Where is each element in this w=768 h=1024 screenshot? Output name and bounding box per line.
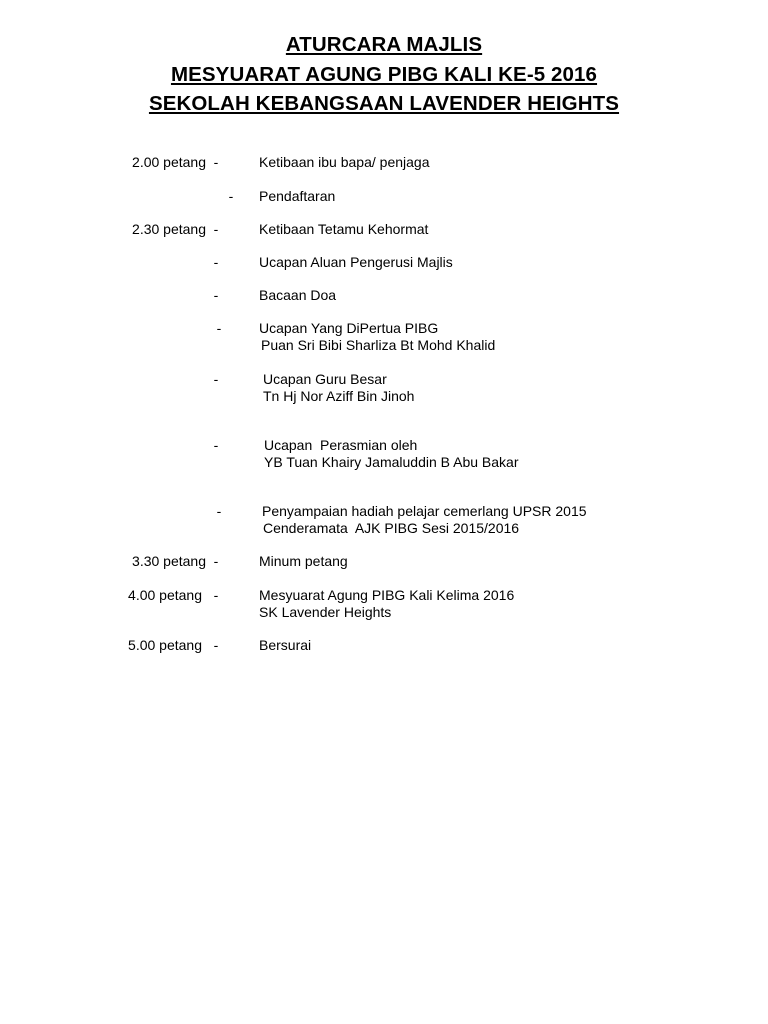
schedule-item-line: YB Tuan Khairy Jamaluddin B Abu Bakar	[264, 454, 519, 470]
schedule-time: 3.30 petang	[132, 553, 206, 569]
schedule-item	[259, 221, 428, 238]
schedule-item-line: Ketibaan ibu bapa/ penjaga	[259, 154, 430, 170]
header-title-line-2: MESYUARAT AGUNG PIBG KALI KE-5 2016	[170, 62, 598, 86]
schedule-item-line: Minum petang	[259, 553, 348, 569]
schedule-item-line: Penyampaian hadiah pelajar cemerlang UPSR 2015	[262, 503, 587, 519]
schedule-item-line: Mesyuarat Agung PIBG Kali Kelima 2016	[259, 587, 515, 603]
schedule-item-line: Tn Hj Nor Aziff Bin Jinoh	[263, 388, 415, 404]
schedule-item-line: Bersurai	[259, 637, 312, 653]
schedule-dash: -	[213, 637, 219, 653]
schedule-item	[259, 287, 336, 304]
schedule-time: 2.00 petang	[132, 154, 206, 170]
schedule-item-line: Ucapan Guru Besar	[263, 371, 387, 387]
schedule-item-line: Cenderamata AJK PIBG Sesi 2015/2016	[263, 520, 520, 536]
schedule-item	[259, 188, 335, 205]
schedule-item-line: Pendaftaran	[259, 188, 336, 204]
schedule-item-line: Ucapan Yang DiPertua PIBG	[259, 320, 439, 336]
schedule-dash: -	[213, 287, 219, 303]
schedule-item-line: Ucapan Perasmian oleh	[264, 437, 418, 453]
schedule-item	[259, 553, 348, 570]
header-title-line-1: ATURCARA MAJLIS	[285, 33, 483, 56]
schedule-dash: -	[213, 587, 219, 603]
schedule-item-line: Puan Sri Bibi Sharliza Bt Mohd Khalid	[261, 337, 496, 353]
schedule-item-line: Bacaan Doa	[259, 287, 337, 303]
schedule-dash: -	[213, 437, 219, 453]
schedule-time: 2.30 petang	[132, 221, 206, 237]
schedule-dash: -	[213, 553, 219, 569]
schedule-time: 5.00 petang	[128, 637, 202, 653]
schedule-dash: -	[213, 154, 219, 170]
header-title-line-3: SEKOLAH KEBANGSAAN LAVENDER HEIGHTS	[148, 92, 620, 115]
schedule-dash: -	[213, 221, 219, 237]
schedule-item	[259, 637, 311, 654]
schedule-dash: -	[213, 254, 219, 270]
schedule-item-line: Ketibaan Tetamu Kehormat	[259, 221, 429, 237]
schedule-dash: -	[216, 320, 222, 336]
schedule-item	[259, 587, 514, 621]
schedule-item	[264, 437, 518, 471]
schedule-item	[263, 371, 414, 405]
document-header	[0, 30, 768, 119]
schedule-item	[259, 154, 429, 171]
schedule-item	[262, 503, 587, 537]
schedule-item-line: SK Lavender Heights	[259, 604, 392, 620]
schedule-dash: -	[213, 371, 219, 387]
schedule-item	[259, 254, 453, 271]
schedule-item	[259, 320, 495, 354]
schedule-dash: -	[216, 503, 222, 519]
schedule-dash: -	[228, 188, 234, 204]
schedule-time: 4.00 petang	[128, 587, 202, 603]
schedule-item-line: Ucapan Aluan Pengerusi Majlis	[259, 254, 453, 270]
